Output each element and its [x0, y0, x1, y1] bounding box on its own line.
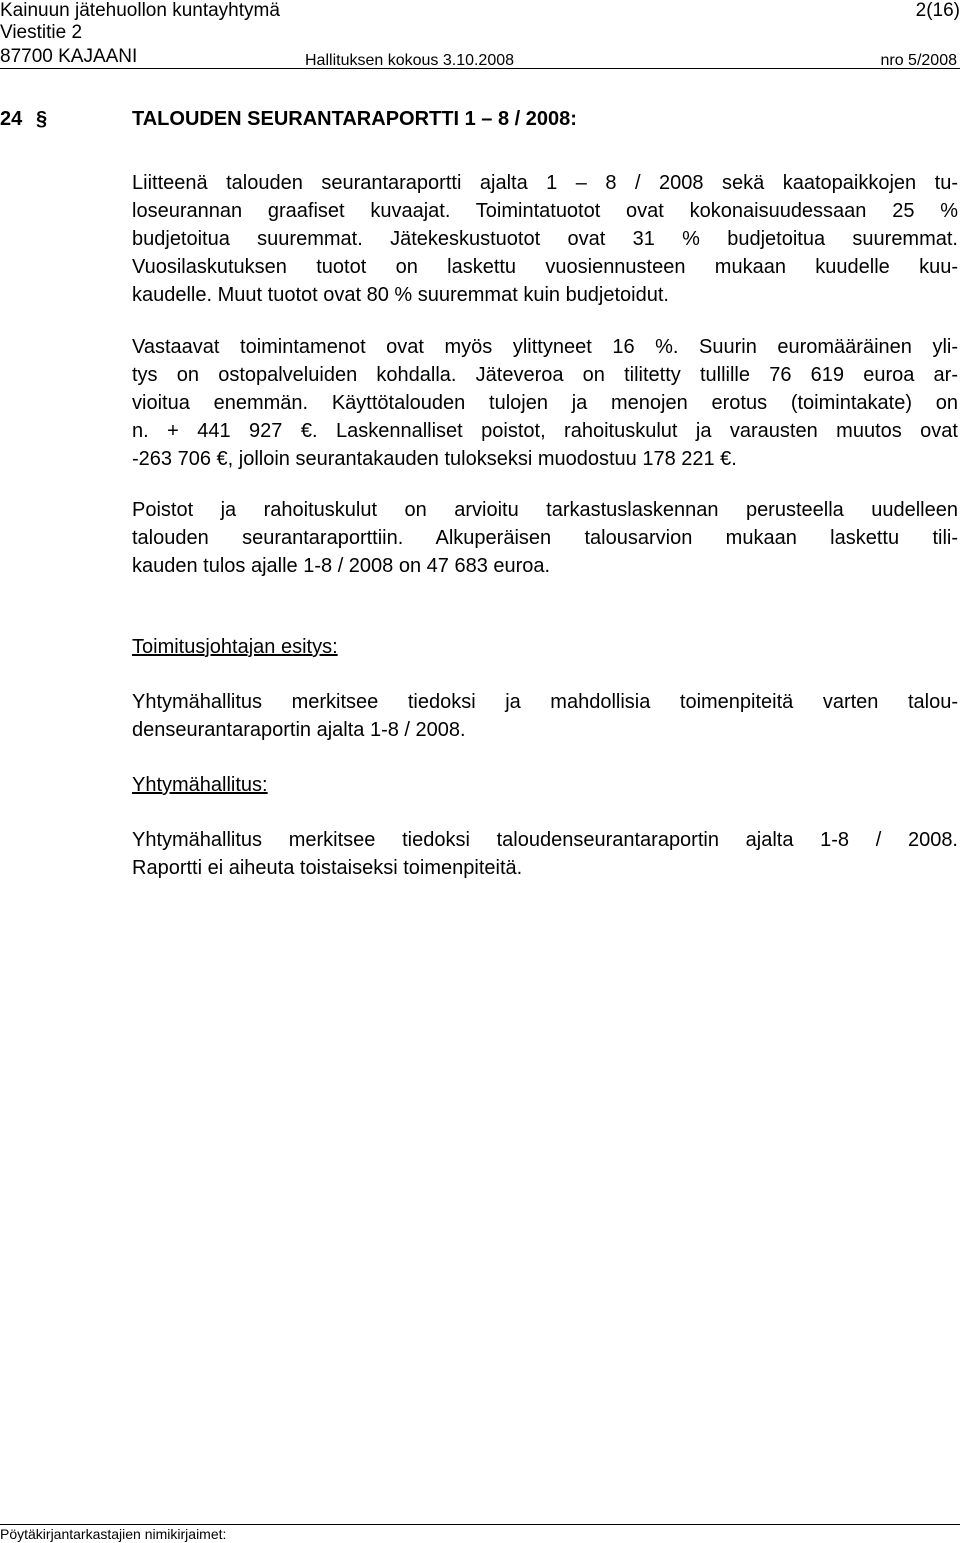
text-line: Liitteenä talouden seurantaraportti ajalta 1 – 8 / 2008 sekä kaatopaikkojen tu-: [132, 172, 958, 194]
footer-signatures-label: Pöytäkirjantarkastajien nimikirjaimet:: [0, 1526, 227, 1542]
text-line: Poistot ja rahoituskulut on arvioitu tarkastuslaskennan perusteella uudelleen: [132, 499, 958, 521]
text-line: Vuosilaskutuksen tuotot on laskettu vuosiennusteen mukaan kuudelle kuu-: [132, 256, 958, 278]
text-line: vioitua enemmän. Käyttötalouden tulojen ja menojen erotus (toimintakate) on: [132, 392, 958, 414]
header-org: Kainuun jätehuollon kuntayhtymä: [0, 0, 280, 21]
text-line: kauden tulos ajalle 1-8 / 2008 on 47 683 euroa.: [132, 555, 551, 577]
paragraph-expenses-summary: [132, 333, 958, 473]
page-number: 2(16): [915, 0, 960, 21]
text-line: tys on ostopalveluiden kohdalla. Jäteveroa on tilitetty tullille 76 619 euroa ar-: [132, 364, 958, 386]
section-heading: [0, 108, 577, 131]
header-divider: [0, 68, 960, 69]
proposal-heading: [132, 633, 958, 661]
section-symbol: §: [36, 108, 48, 130]
paragraph-income-summary: [132, 169, 958, 309]
text-line: Vastaavat toimintamenot ovat myös ylittyneet 16 %. Suurin euromääräinen yli-: [132, 336, 958, 358]
decision-text: [132, 826, 958, 882]
text-line: talouden seurantaraporttiin. Alkuperäisen talousarvion mukaan laskettu tili-: [132, 527, 958, 549]
text-line: budjetoitua suuremmat. Jätekeskustuotot ovat 31 % budjetoitua suuremmat.: [132, 228, 958, 250]
text-line: n. + 441 927 €. Laskennalliset poistot, rahoituskulut ja varausten muutos ovat: [132, 420, 958, 442]
decision-heading: [132, 771, 958, 799]
text-line: denseurantaraportin ajalta 1-8 / 2008.: [132, 719, 466, 741]
text-line: kaudelle. Muut tuotot ovat 80 % suuremmat kuin budjetoidut.: [132, 284, 669, 306]
text-line: Toimitusjohtajan esitys:: [132, 636, 338, 658]
paragraph-depreciation: [132, 496, 958, 580]
footer-divider: [0, 1524, 960, 1525]
document-number: nro 5/2008: [880, 52, 957, 69]
text-line: Yhtymähallitus merkitsee tiedoksi ja mahdollisia toimenpiteitä varten talou-: [132, 691, 958, 713]
section-title: TALOUDEN SEURANTARAPORTTI 1 – 8 / 2008:: [132, 108, 577, 130]
section-number: 24: [0, 108, 23, 130]
text-line: -263 706 €, jolloin seurantakauden tulokseksi muodostuu 178 221 €.: [132, 448, 737, 470]
proposal-text: [132, 688, 958, 744]
text-line: loseurannan graafiset kuvaajat. Toimintatuotot ovat kokonaisuudessaan 25 %: [132, 200, 958, 222]
text-line: Yhtymähallitus merkitsee tiedoksi taloudenseurantaraportin ajalta 1-8 / 2008.: [132, 829, 958, 851]
header-address-street: Viestitie 2: [0, 22, 83, 43]
text-line: Raportti ei aiheuta toistaiseksi toimenpiteitä.: [132, 857, 523, 879]
header-address-city: 87700 KAJAANI: [0, 46, 138, 67]
meeting-info: Hallituksen kokous 3.10.2008: [305, 52, 515, 69]
text-line: Yhtymähallitus:: [132, 774, 268, 796]
